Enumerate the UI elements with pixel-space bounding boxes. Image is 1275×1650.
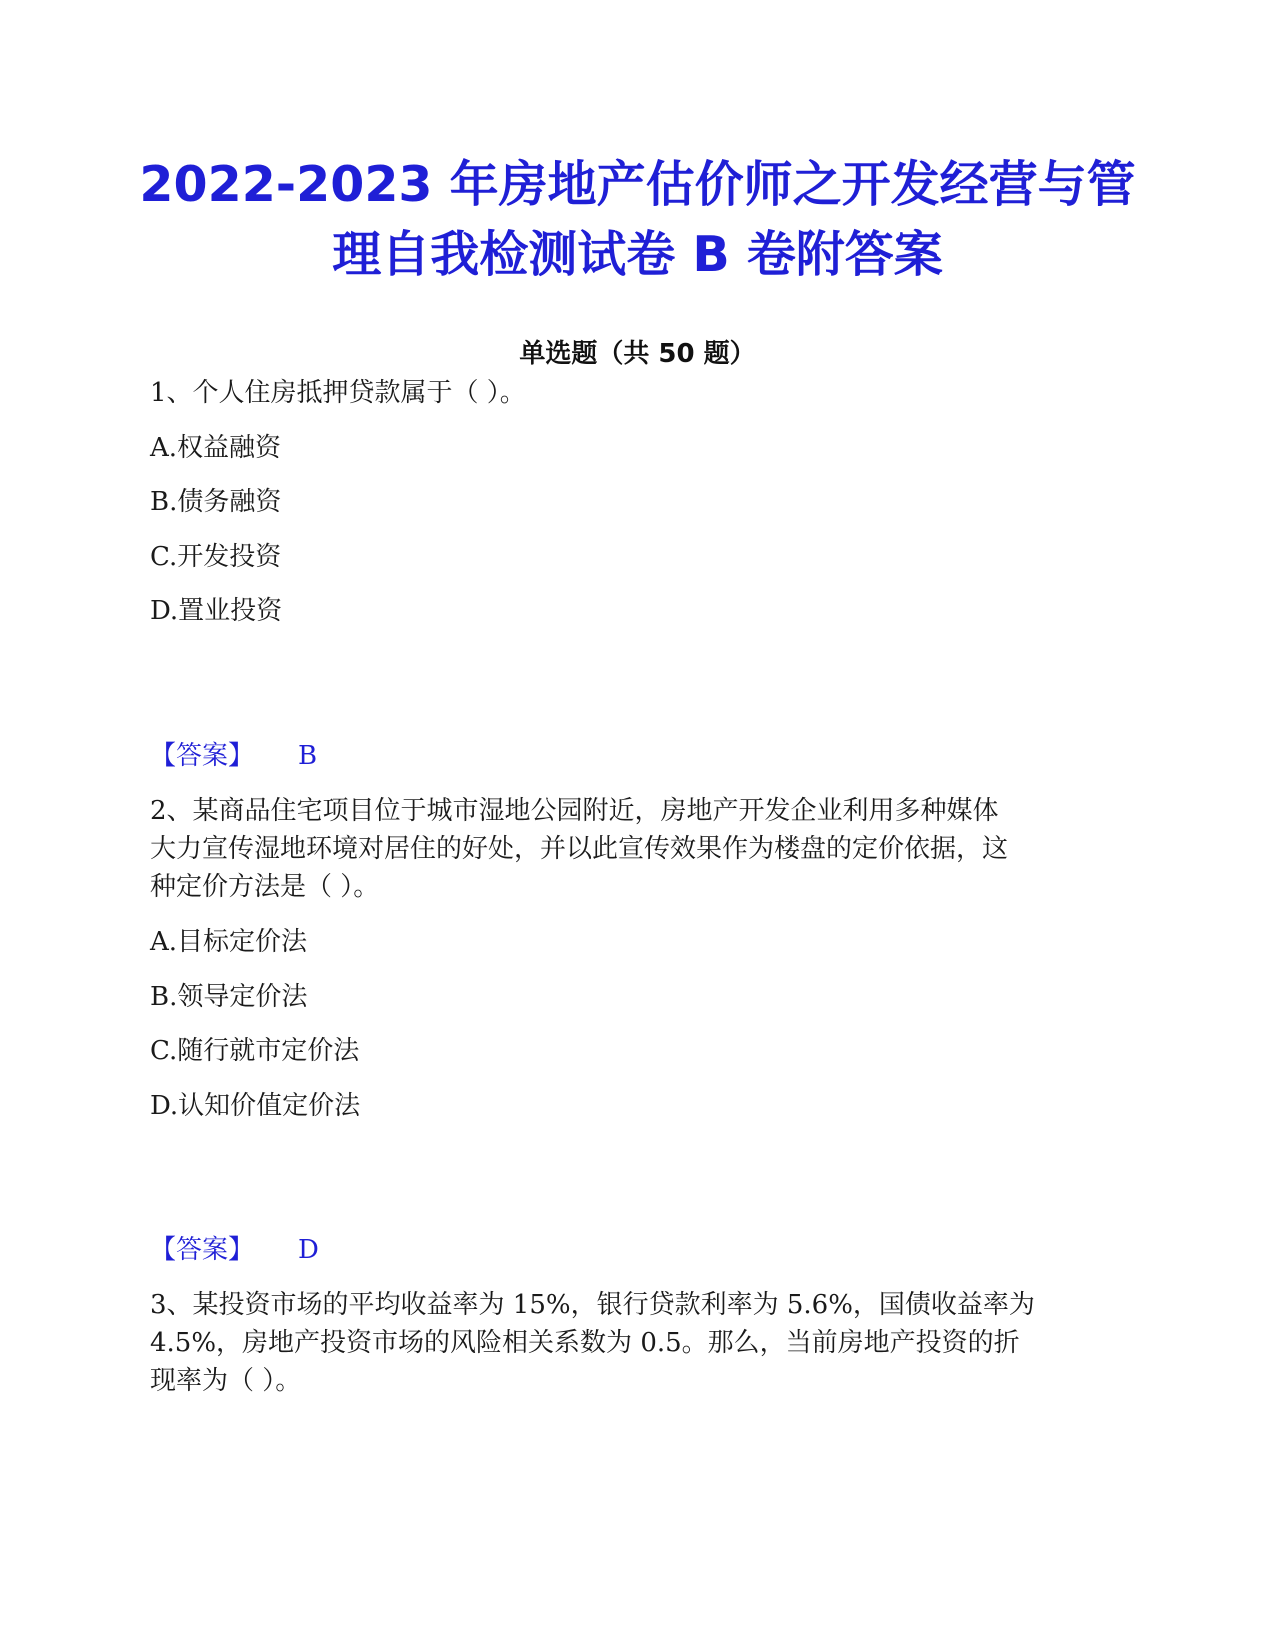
question-2-option-b: B.领导定价法	[150, 982, 308, 1012]
answer-value: B	[298, 741, 318, 771]
question-1-option-a: A.权益融资	[150, 433, 282, 463]
question-1-option-c: C.开发投资	[150, 542, 282, 572]
question-2-option-a: A.目标定价法	[150, 927, 308, 957]
question-2-stem-line-2: 大力宣传湿地环境对居住的好处，并以此宣传效果作为楼盘的定价依据，这	[150, 834, 1009, 864]
answer-value: D	[298, 1235, 319, 1265]
question-2-stem-line-1: 2、某商品住宅项目位于城市湿地公园附近，房地产开发企业利用多种媒体	[150, 796, 999, 826]
document-title-line-2: 理自我检测试卷 B 卷附答案	[332, 226, 943, 283]
answer-label: 【答案】	[150, 741, 255, 771]
section-heading: 单选题（共 50 题）	[519, 339, 756, 369]
document-title-line-1: 2022-2023 年房地产估价师之开发经营与管	[139, 156, 1136, 213]
question-1-stem: 1、个人住房抵押贷款属于（ ）。	[150, 378, 526, 408]
question-3-stem-line-3: 现率为（ ）。	[150, 1366, 302, 1396]
question-2-stem-line-3: 种定价方法是（ ）。	[150, 872, 380, 902]
question-2-answer	[150, 1231, 319, 1269]
question-2-option-c: C.随行就市定价法	[150, 1036, 360, 1066]
question-1-option-d: D.置业投资	[150, 596, 283, 626]
answer-label: 【答案】	[150, 1235, 255, 1265]
question-1-option-b: B.债务融资	[150, 487, 282, 517]
question-2-option-d: D.认知价值定价法	[150, 1091, 361, 1121]
question-3-stem-line-1: 3、某投资市场的平均收益率为 15%，银行贷款利率为 5.6%，国债收益率为	[150, 1290, 1035, 1320]
question-1-answer	[150, 737, 317, 775]
question-3-stem-line-2: 4.5%，房地产投资市场的风险相关系数为 0.5。那么，当前房地产投资的折	[150, 1328, 1020, 1358]
